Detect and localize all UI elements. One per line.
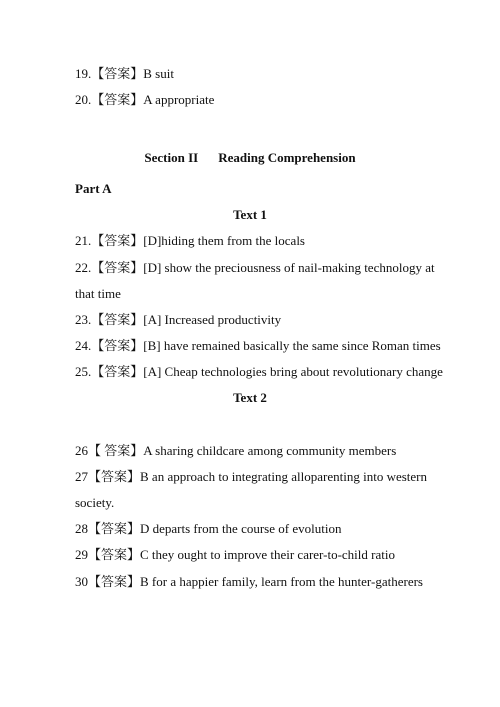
section-heading xyxy=(0,150,500,166)
answer-21: 21.【答案】[D]hiding them from the locals xyxy=(75,233,305,248)
answer-19: 19.【答案】B suit xyxy=(75,66,174,81)
part-heading: Part A xyxy=(75,181,112,196)
answer-27: 27【答案】B an approach to integrating alloparenting into western xyxy=(75,469,427,484)
answer-28: 28【答案】D departs from the course of evolution xyxy=(75,521,342,536)
answer-20: 20.【答案】A appropriate xyxy=(75,92,215,107)
section-label: Section II xyxy=(144,150,199,165)
answer-27-continued: society. xyxy=(75,495,115,510)
answer-25: 25.【答案】[A] Cheap technologies bring about revolutionary change xyxy=(75,364,443,379)
text2-heading: Text 2 xyxy=(233,390,267,405)
answer-22-continued: that time xyxy=(75,286,121,301)
answer-29: 29【答案】C they ought to improve their carer-to-child ratio xyxy=(75,547,395,562)
answer-26: 26【 答案】A sharing childcare among community members xyxy=(75,443,397,458)
answer-23: 23.【答案】[A] Increased productivity xyxy=(75,312,282,327)
section-title: Reading Comprehension xyxy=(218,150,356,165)
answer-24: 24.【答案】[B] have remained basically the same since Roman times xyxy=(75,338,441,353)
answer-30: 30【答案】B for a happier family, learn from the hunter-gatherers xyxy=(75,574,423,589)
answer-22: 22.【答案】[D] show the preciousness of nail-making technology at xyxy=(75,260,435,275)
text1-heading: Text 1 xyxy=(233,207,267,222)
